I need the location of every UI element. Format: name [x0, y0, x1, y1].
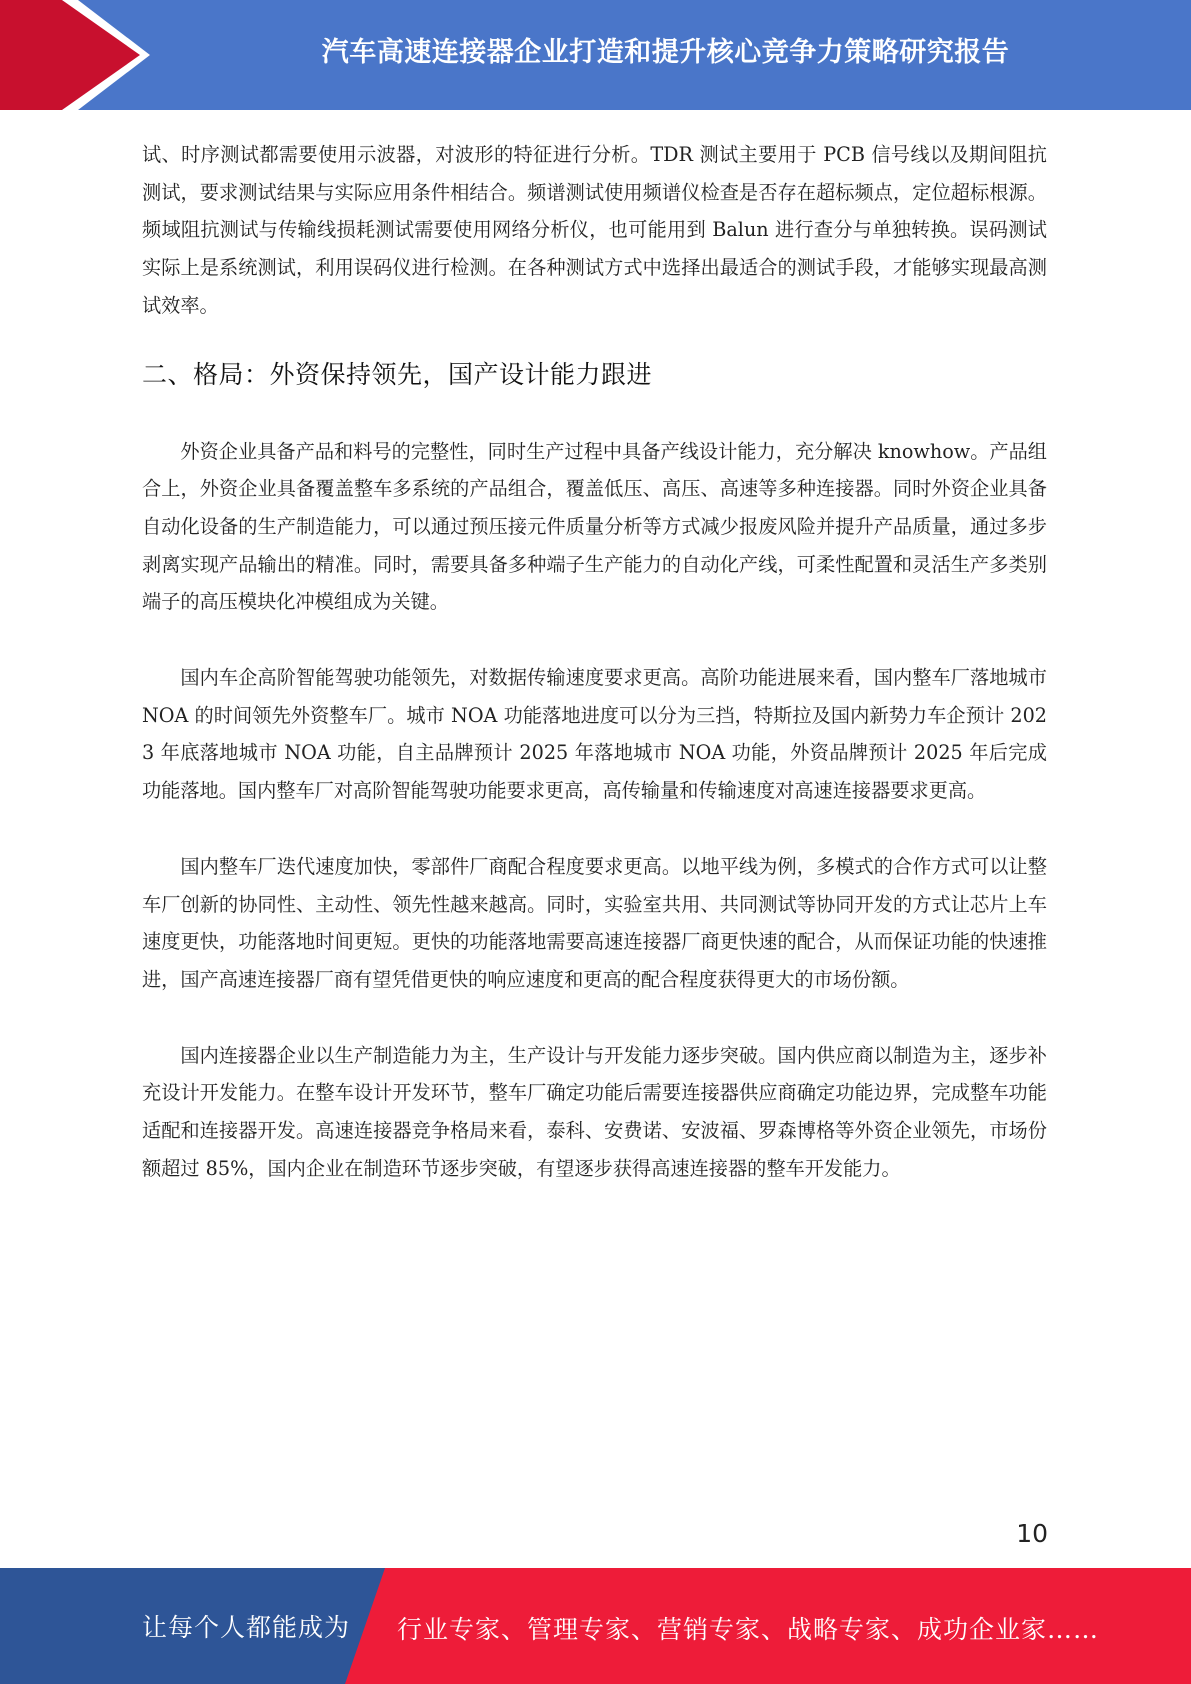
report-title: 汽车高速连接器企业打造和提升核心竞争力策略研究报告	[321, 37, 1010, 68]
body-paragraph-3: 国内整车厂迭代速度加快，零部件厂商配合程度要求更高。以地平线为例，多模式的合作方式可以让整车厂创新的协同性、主动性、领先性越来越高。同时，实验室共用、共同测试等协同开发的方式让芯片上车速度更快，功能落地时间更短。更快的功能落地需要高速连接器厂商更快速的配合，从而保证功能的快速推进，国产高速连接器厂商有望凭借更快的响应速度和更高的配合程度获得更大的市场份额。	[142, 854, 1047, 991]
footer-slogan-right: 行业专家、管理专家、营销专家、战略专家、成功企业家……	[397, 1615, 1100, 1644]
page-header	[0, 0, 1191, 110]
page-content	[142, 136, 1047, 1187]
page-number: 10	[1016, 1519, 1048, 1548]
header-red-arrow-decoration	[0, 0, 150, 110]
continued-paragraph: 试、时序测试都需要使用示波器，对波形的特征进行分析。TDR 测试主要用于 PCB 信号线以及期间阻抗测试，要求测试结果与实际应用条件相结合。频谱测试使用频谱仪检查是否存在超标频点，定位超标根源。频域阻抗测试与传输线损耗测试需要使用网络分析仪，也可能用到 Balun 进行查分与单独转换。误码测试实际上是系统测试，利用误码仪进行检测。在各种测试方式中选择出最适合的测试手段，才能够实现最高测试效率。	[142, 143, 1047, 317]
paragraph-spacer	[142, 810, 1047, 848]
page-footer	[0, 1568, 1191, 1684]
section-heading: 二、格局：外资保持领先，国产设计能力跟进	[142, 359, 653, 389]
footer-slogan-left: 让每个人都能成为	[142, 1613, 351, 1642]
paragraph-spacer	[142, 999, 1047, 1037]
body-paragraph-1: 外资企业具备产品和料号的完整性，同时生产过程中具备产线设计能力，充分解决 knowhow。产品组合上，外资企业具备覆盖整车多系统的产品组合，覆盖低压、高压、高速等多种连接器。同时外资企业具备自动化设备的生产制造能力，可以通过预压接元件质量分析等方式减少报废风险并提升产品质量，通过多步剥离实现产品输出的精准。同时，需要具备多种端子生产能力的自动化产线，可柔性配置和灵活生产多类别端子的高压模块化冲模组成为关键。	[142, 439, 1047, 614]
body-paragraph-4: 国内连接器企业以生产制造能力为主，生产设计与开发能力逐步突破。国内供应商以制造为主，逐步补充设计开发能力。在整车设计开发环节，整车厂确定功能后需要连接器供应商确定功能边界，完成整车功能适配和连接器开发。高速连接器竞争格局来看，泰科、安费诺、安波福、罗森博格等外资企业领先，市场份额超过 85%，国内企业在制造环节逐步突破，有望逐步获得高速连接器的整车开发能力。	[142, 1043, 1047, 1180]
paragraph-spacer	[142, 621, 1047, 659]
body-paragraph-2: 国内车企高阶智能驾驶功能领先，对数据传输速度要求更高。高阶功能进展来看，国内整车厂落地城市 NOA 的时间领先外资整车厂。城市 NOA 功能落地进度可以分为三挡，特斯拉及国内新势力车企预计 2023 年底落地城市 NOA 功能，自主品牌预计 2025 年落地城市 NOA 功能，外资品牌预计 2025 年后完成功能落地。国内整车厂对高阶智能驾驶功能要求更高，高传输量和传输速度对高速连接器要求更高。	[142, 666, 1047, 803]
